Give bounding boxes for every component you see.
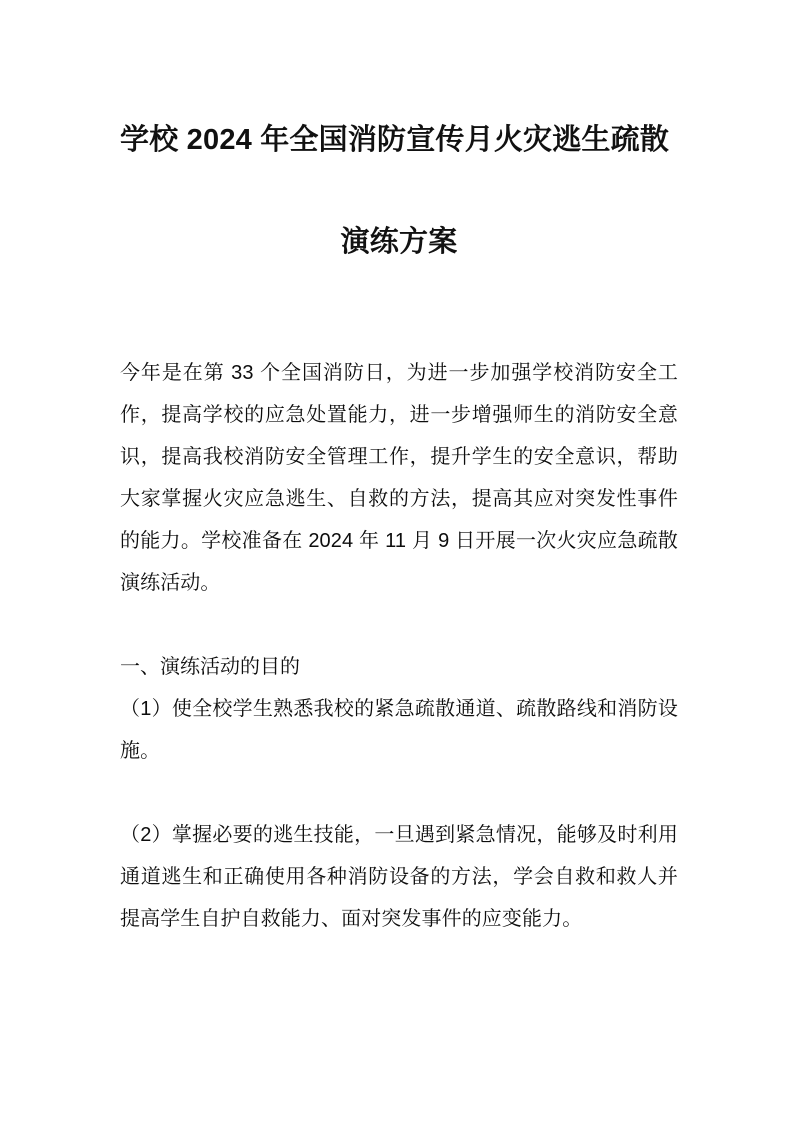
section-1-item-1: （1）使全校学生熟悉我校的紧急疏散通道、疏散路线和消防设施。: [120, 698, 678, 762]
page-title-line-2: 演练方案: [340, 226, 458, 258]
page-title-line-1: 学校 2024 年全国消防宣传月火灾逃生疏散: [120, 124, 670, 156]
intro-paragraph: 今年是在第 33 个全国消防日，为进一步加强学校消防安全工作，提高学校的应急处置能力，进一步增强师生的消防安全意识，提高我校消防安全管理工作，提升学生的安全意识，帮助大家掌握火灾应急逃生、自救的方法，提高其应对突发性事件的能力。学校准备在 2024 年 11 月 9 日开展一次火灾应急疏散演练活动。: [120, 362, 678, 594]
paragraph-spacer: [120, 604, 678, 646]
document-body: [120, 264, 678, 940]
section-heading-1: 一、演练活动的目的: [120, 656, 300, 678]
document-content: [120, 0, 678, 940]
paragraph-spacer: [120, 772, 678, 814]
section-1-item-2: （2）掌握必要的逃生技能，一旦遇到紧急情况，能够及时利用通道逃生和正确使用各种消防设备的方法，学会自救和救人并提高学生自护自救能力、面对突发事件的应变能力。: [120, 824, 678, 930]
page-title: [120, 0, 678, 264]
